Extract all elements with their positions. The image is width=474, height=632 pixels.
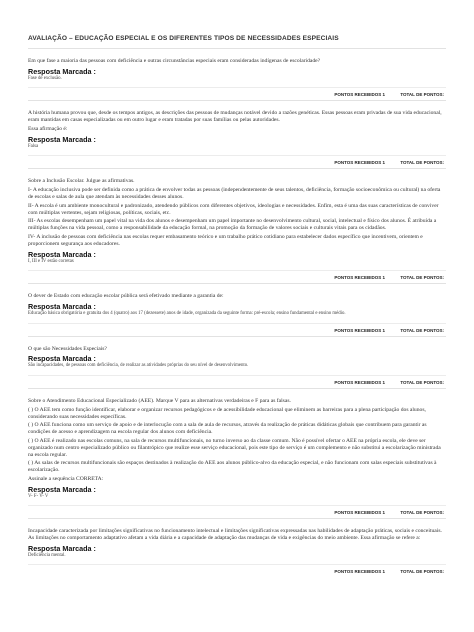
question-text <box>28 398 446 483</box>
question-paragraph: A história humana provou que, desde os tempos antigos, as descrições das pessoas de mudanças notável devido a razões genéticas. Essas pessoas eram privadas de sua vida educacional, eram mantidas em casas especializadas ou em outro lugar e eram tratadas por suas famílias ou pelas autoridades. <box>28 110 442 124</box>
question-block <box>28 49 446 101</box>
question-text <box>28 528 446 542</box>
points-received: PONTOS RECEBIDOS 1 <box>334 327 386 333</box>
question-paragraph: II- A escola é um ambiente monocultural e padronizado, atendendo públicos com diferentes objetivos, ideologias e necessidades. Enfim, esta é uma das suas características de conviver com múltiplas vertentes, sejam religiosas, políticas, sociais, etc. <box>28 202 439 216</box>
answer-value: Educação básica obrigatória e gratuita dos 4 (quatro) aos 17 (dezessete) anos de idade, organizada da seguinte forma: pré-escola; ensino fundamental e ensino médio. <box>28 310 346 316</box>
question-paragraph: Essa afirmação é: <box>28 125 68 132</box>
points-received: PONTOS RECEBIDOS 1 <box>334 92 386 98</box>
answer-label: Resposta Marcada : <box>28 354 96 364</box>
question-paragraph: I- A educação inclusiva pode ser definida como a prática de envolver todas as pessoas (independentemente de seus talentos, deficiência, formação socioeconômica ou cultural) na oferta de escolas e salas de aula que atendam às necessidades desses alunos. <box>28 187 441 200</box>
points-received: PONTOS RECEBIDOS 1 <box>334 569 386 575</box>
question-paragraph: ( ) As salas de recursos multifuncionais são espaços destinados à realização do AEE aos alunos público-alvo da educação especial, e não funcionam com salas especiais substitutivas à escolarização. <box>28 460 437 474</box>
total-points: TOTAL DE PONTOS: <box>400 160 444 166</box>
points-row <box>28 155 446 168</box>
question-block <box>28 519 446 577</box>
question-paragraph: Sobre a Inclusão Escolar. Julgue as afirmativas. <box>28 178 135 185</box>
question-paragraph: Sobre o Atendimento Educacional Especializado (AEE). Marque V para as alternativas verdadeiras e F para as falsas. <box>28 397 291 404</box>
points-received: PONTOS RECEBIDOS 1 <box>334 379 386 385</box>
answer-label: Resposta Marcada : <box>28 301 96 311</box>
question-text <box>28 110 446 132</box>
points-row <box>28 87 446 100</box>
answer-value: São incapacidades, de pessoas com deficiência, de realizar as atividades próprias do seu nível de desenvolvimento. <box>28 363 249 369</box>
question-block <box>28 389 446 519</box>
answer-value: I, III e IV estão corretas <box>28 258 74 264</box>
question-paragraph: O que são Necessidades Especiais? <box>28 345 107 352</box>
answer-label: Resposta Marcada : <box>28 66 96 76</box>
question-paragraph: ( ) O AEE funciona como um serviço de apoio e de interlocução com a sala de aula de recursos, através da realização de práticas didáticas globais que contribuem para garantir as condições de acesso e aprendizagem na escola regular dos alunos com deficiência. <box>28 422 427 436</box>
question-paragraph: IV- A inclusão de pessoas com deficiência nas escolas requer embasamento teórico e um trabalho prático cotidiano para estabelecer dados específico que incentivem, orientem e proporcionem segurança aos educadores. <box>28 233 423 247</box>
points-row <box>28 505 446 518</box>
points-row <box>28 375 446 388</box>
question-paragraph: Em que fase a maioria das pessoas com deficiência e outras circunstâncias especiais eram consideradas indígenas de escolaridade? <box>28 58 321 64</box>
total-points: TOTAL DE PONTOS: <box>400 379 444 385</box>
answer-value: V- F- V- V <box>28 493 49 499</box>
question-paragraph: O dever de Estado com educação escolar pública será efetivado mediante a garantia de: <box>28 293 224 300</box>
answer-label: Resposta Marcada : <box>28 134 96 144</box>
question-text <box>28 293 446 300</box>
question-block <box>28 284 446 336</box>
answer-label: Resposta Marcada : <box>28 484 96 494</box>
points-received: PONTOS RECEBIDOS 1 <box>334 160 386 166</box>
answer-value: Deficiência mental. <box>28 552 66 558</box>
total-points: TOTAL DE PONTOS: <box>400 275 444 281</box>
total-points: TOTAL DE PONTOS: <box>400 327 444 333</box>
answer-value: Fase de exclusão. <box>28 75 62 81</box>
question-paragraph: ( ) O AEE tem como função identificar, elaborar e organizar recursos pedagógicos e de acessibilidade educacional que eliminem as barreiras para a plena participação dos alunos, considerando suas necessidades específicas. <box>28 406 426 420</box>
points-row <box>28 564 446 577</box>
question-paragraph: III- As escolas desempenham um papel vital na vida dos alunos e desempenham um papel importante no desenvolvimento cultural, social, intelectual e físico dos alunos. É atribuída a múltiplas funções na vida pessoal, como a responsabilidade da educação formal, na promoção da formação de valores sociais e culturais vitais para os cidadãos. <box>28 218 437 232</box>
question-paragraph: Assinale a sequência CORRETA: <box>28 475 104 482</box>
total-points: TOTAL DE PONTOS: <box>400 510 444 516</box>
points-received: PONTOS RECEBIDOS 1 <box>334 510 386 516</box>
question-paragraph: Incapacidade caracterizada por limitações significativas no funcionamento intelectual e limitações significativas expressadas nas habilidades de adaptação práticas, sociais e conceituais. As limitações no comportamento adaptativo afetam a vida diária e a capacidade de adaptação das mudanças de vida e exigências do meio ambiente. Essa afirmação se refere a: <box>28 528 442 542</box>
answer-value: Falsa <box>28 143 39 149</box>
question-paragraph: ( ) O AEE é realizado nas escolas comuns, na sala de recursos multifuncionais, no turno inverso ao da classe comum. Não é possível ofertar o AEE na própria escola, ele deve ser organizado num centro especializado público ou filantrópico que realize esse serviço educacional, pois este tipo de serviço é um complemento e não substitui a escolarização ministrada na escola regular. <box>28 437 441 458</box>
question-block <box>28 101 446 169</box>
question-block <box>28 169 446 284</box>
question-text <box>28 58 446 65</box>
points-row <box>28 323 446 336</box>
points-row <box>28 270 446 283</box>
question-block <box>28 337 446 389</box>
answer-label: Resposta Marcada : <box>28 543 96 553</box>
document-title: AVALIAÇÃO – EDUCAÇÃO ESPECIAL E OS DIFERENTES TIPOS DE NECESSIDADES ESPECIAIS <box>28 0 446 49</box>
question-text <box>28 178 446 247</box>
points-received: PONTOS RECEBIDOS 1 <box>334 275 386 281</box>
total-points: TOTAL DE PONTOS: <box>400 569 444 575</box>
answer-label: Resposta Marcada : <box>28 249 96 259</box>
total-points: TOTAL DE PONTOS: <box>400 92 444 98</box>
question-text <box>28 346 446 353</box>
